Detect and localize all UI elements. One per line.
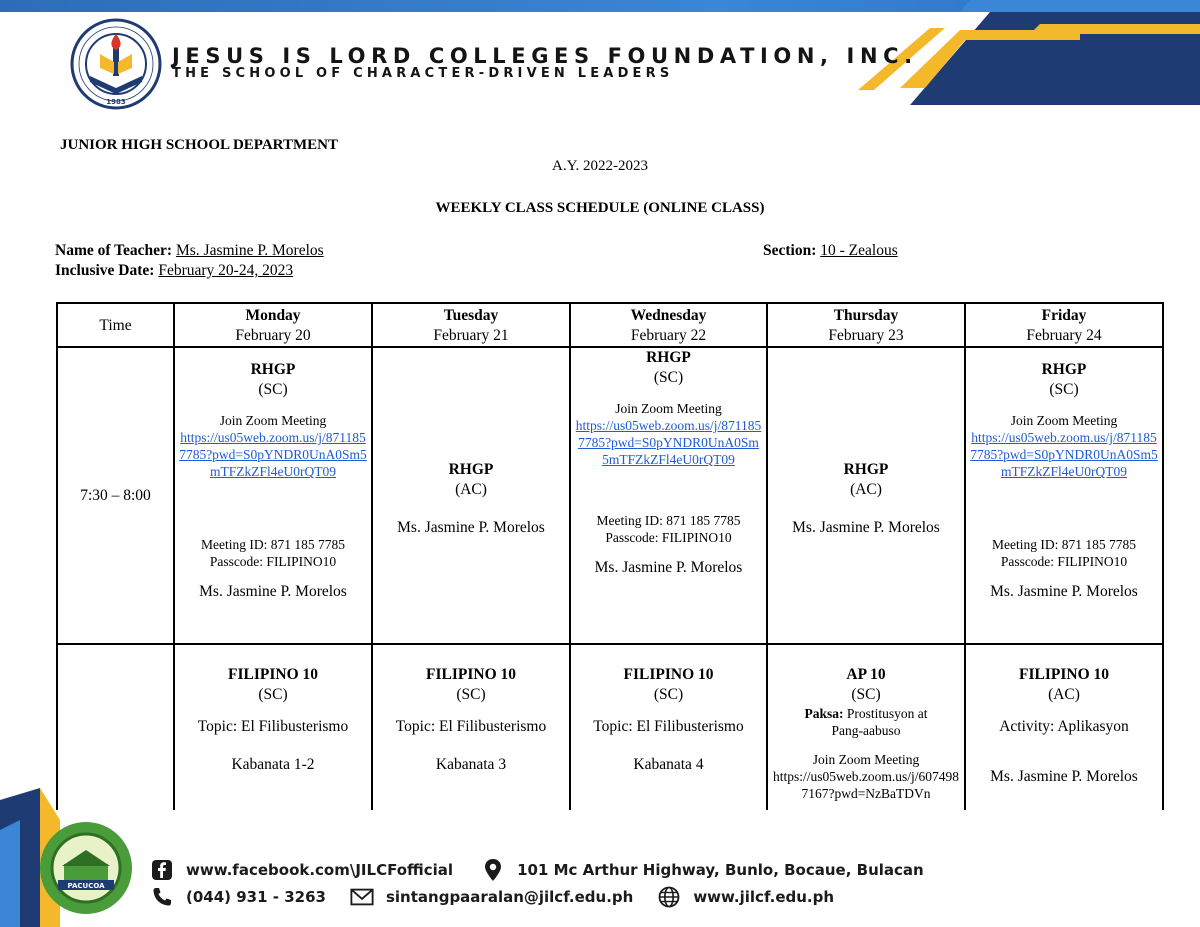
day-date: February 20: [235, 326, 311, 344]
day-date: February 23: [828, 326, 904, 344]
cell-tuesday-rhgp: [372, 347, 570, 644]
class-type: (SC): [653, 686, 684, 703]
class-type: (SC): [851, 686, 881, 703]
cell-thursday-rhgp: [767, 347, 965, 644]
subject: FILIPINO 10: [228, 666, 318, 683]
topic: Topic: El Filibusterismo: [593, 718, 744, 735]
subject: RHGP: [250, 361, 296, 378]
accreditation-badge-icon: [38, 820, 134, 916]
day-header-friday: [965, 303, 1163, 347]
location-pin-icon: [481, 858, 505, 882]
date-value: February 20-24, 2023: [158, 262, 294, 279]
subject: RHGP: [1041, 361, 1087, 378]
cell-friday-filipino: [965, 644, 1163, 810]
table-header-row: [57, 303, 1163, 347]
section-value: 10 - Zealous: [820, 242, 898, 259]
facebook-icon: [150, 858, 174, 882]
address: 101 Mc Arthur Highway, Bunlo, Bocaue, Bulacan: [517, 861, 924, 879]
day-header-thursday: [767, 303, 965, 347]
subject: RHGP: [448, 460, 494, 478]
teacher-name: Ms. Jasmine P. Morelos: [199, 583, 347, 600]
chapter: Kabanata 4: [633, 756, 704, 773]
class-type: (SC): [258, 381, 288, 398]
paksa-value: Prostitusyon at: [843, 706, 928, 721]
join-text: Join Zoom Meeting: [219, 413, 327, 428]
seal-year: 1983: [106, 98, 126, 106]
phone-number: (044) 931 - 3263: [186, 888, 326, 906]
class-type: (SC): [456, 686, 486, 703]
join-text: Join Zoom Meeting: [615, 401, 722, 416]
date-label: Inclusive Date:: [55, 262, 155, 279]
day-header-tuesday: [372, 303, 570, 347]
topic: Topic: El Filibusterismo: [395, 718, 547, 735]
class-type: (AC): [1048, 686, 1080, 703]
topic: Topic: El Filibusterismo: [197, 718, 349, 735]
day-name: Friday: [1041, 306, 1087, 324]
activity: Activity: Aplikasyon: [999, 718, 1129, 735]
teacher-label: Name of Teacher:: [55, 242, 173, 259]
meeting-id: Meeting ID: 871 185 7785: [201, 537, 345, 552]
chapter: Kabanata 3: [435, 756, 507, 773]
day-date: February 24: [1026, 326, 1102, 344]
passcode: Passcode: FILIPINO10: [1000, 554, 1128, 569]
teacher-value: Ms. Jasmine P. Morelos: [175, 242, 324, 259]
phone-icon: [150, 885, 174, 909]
day-name: Monday: [245, 306, 301, 324]
day-header-wednesday: [570, 303, 767, 347]
subject: RHGP: [843, 460, 889, 478]
cell-monday-filipino: [174, 644, 372, 810]
zoom-link-plain[interactable]: https://us05web.zoom.us/j/6074987167?pwd=NzBaTDVn: [772, 769, 959, 801]
paksa-value-2: Pang-aabuso: [831, 723, 901, 738]
schedule-table: [56, 302, 1164, 810]
join-text: Join Zoom Meeting: [812, 752, 920, 767]
teacher-name: Ms. Jasmine P. Morelos: [397, 518, 545, 536]
schedule-title: WEEKLY CLASS SCHEDULE (ONLINE CLASS): [435, 200, 765, 216]
section-info: [763, 242, 898, 260]
time-header: Time: [57, 303, 174, 347]
meeting-id: Meeting ID: 871 185 7785: [596, 513, 741, 528]
day-date: February 21: [433, 326, 509, 344]
class-type: (AC): [455, 480, 487, 498]
chapter: Kabanata 1-2: [231, 756, 315, 773]
footer-facebook: [150, 858, 924, 882]
school-name: JESUS IS LORD COLLEGES FOUNDATION, INC.: [172, 44, 918, 68]
teacher-name: Ms. Jasmine P. Morelos: [594, 559, 743, 576]
school-seal-icon: [70, 18, 162, 110]
section-label: Section:: [763, 242, 817, 259]
time-cell: 7:30 – 8:00: [57, 347, 174, 644]
subject: FILIPINO 10: [1019, 666, 1109, 683]
subject: FILIPINO 10: [426, 666, 516, 683]
cell-friday-rhgp: [965, 347, 1163, 644]
class-type: (AC): [850, 480, 882, 498]
passcode: Passcode: FILIPINO10: [605, 530, 732, 545]
table-row: [57, 347, 1163, 644]
cell-monday-rhgp: [174, 347, 372, 644]
zoom-link[interactable]: https://us05web.zoom.us/j/8711857785?pwd=S0pYNDR0UnA0Sm5mTFZkZFl4eU0rQT09: [575, 418, 762, 467]
website-link[interactable]: www.jilcf.edu.ph: [693, 888, 835, 906]
subject: AP 10: [846, 666, 886, 683]
cell-tuesday-filipino: [372, 644, 570, 810]
subject: FILIPINO 10: [623, 666, 714, 683]
class-type: (SC): [1049, 381, 1079, 398]
school-tagline: THE SCHOOL OF CHARACTER-DRIVEN LEADERS: [172, 66, 674, 81]
academic-year: A.Y. 2022-2023: [552, 158, 648, 174]
teacher-info: [55, 242, 324, 260]
date-info: [55, 262, 293, 280]
passcode: Passcode: FILIPINO10: [209, 554, 337, 569]
email-icon: [350, 885, 374, 909]
subject: RHGP: [646, 349, 691, 366]
footer-contacts: [150, 885, 834, 909]
department-title: JUNIOR HIGH SCHOOL DEPARTMENT: [60, 137, 338, 153]
join-text: Join Zoom Meeting: [1010, 413, 1118, 428]
teacher-name: Ms. Jasmine P. Morelos: [990, 768, 1138, 785]
cell-thursday-ap: [767, 644, 965, 810]
zoom-link[interactable]: https://us05web.zoom.us/j/8711857785?pwd=S0pYNDR0UnA0Sm5mTFZkZFl4eU0rQT09: [179, 430, 367, 479]
day-name: Tuesday: [443, 306, 499, 324]
paksa-label: Paksa:: [804, 706, 844, 721]
facebook-link[interactable]: www.facebook.com\JILCFofficial: [186, 861, 454, 879]
day-name: Thursday: [833, 306, 899, 324]
day-header-monday: [174, 303, 372, 347]
zoom-link[interactable]: https://us05web.zoom.us/j/8711857785?pwd=S0pYNDR0UnA0Sm5mTFZkZFl4eU0rQT09: [970, 430, 1158, 479]
email-address[interactable]: sintangpaaralan@jilcf.edu.ph: [385, 888, 634, 906]
day-date: February 22: [630, 326, 707, 344]
class-type: (SC): [653, 369, 684, 386]
cell-wednesday-filipino: [570, 644, 767, 810]
globe-icon: [657, 885, 681, 909]
badge-text: PACUCOA: [67, 882, 105, 890]
teacher-name: Ms. Jasmine P. Morelos: [792, 518, 940, 536]
meeting-id: Meeting ID: 871 185 7785: [992, 537, 1136, 552]
teacher-name: Ms. Jasmine P. Morelos: [990, 583, 1138, 600]
class-type: (SC): [258, 686, 288, 703]
day-name: Wednesday: [630, 306, 707, 324]
paksa: [772, 705, 960, 722]
table-row: [57, 644, 1163, 810]
cell-wednesday-rhgp: [570, 347, 767, 644]
